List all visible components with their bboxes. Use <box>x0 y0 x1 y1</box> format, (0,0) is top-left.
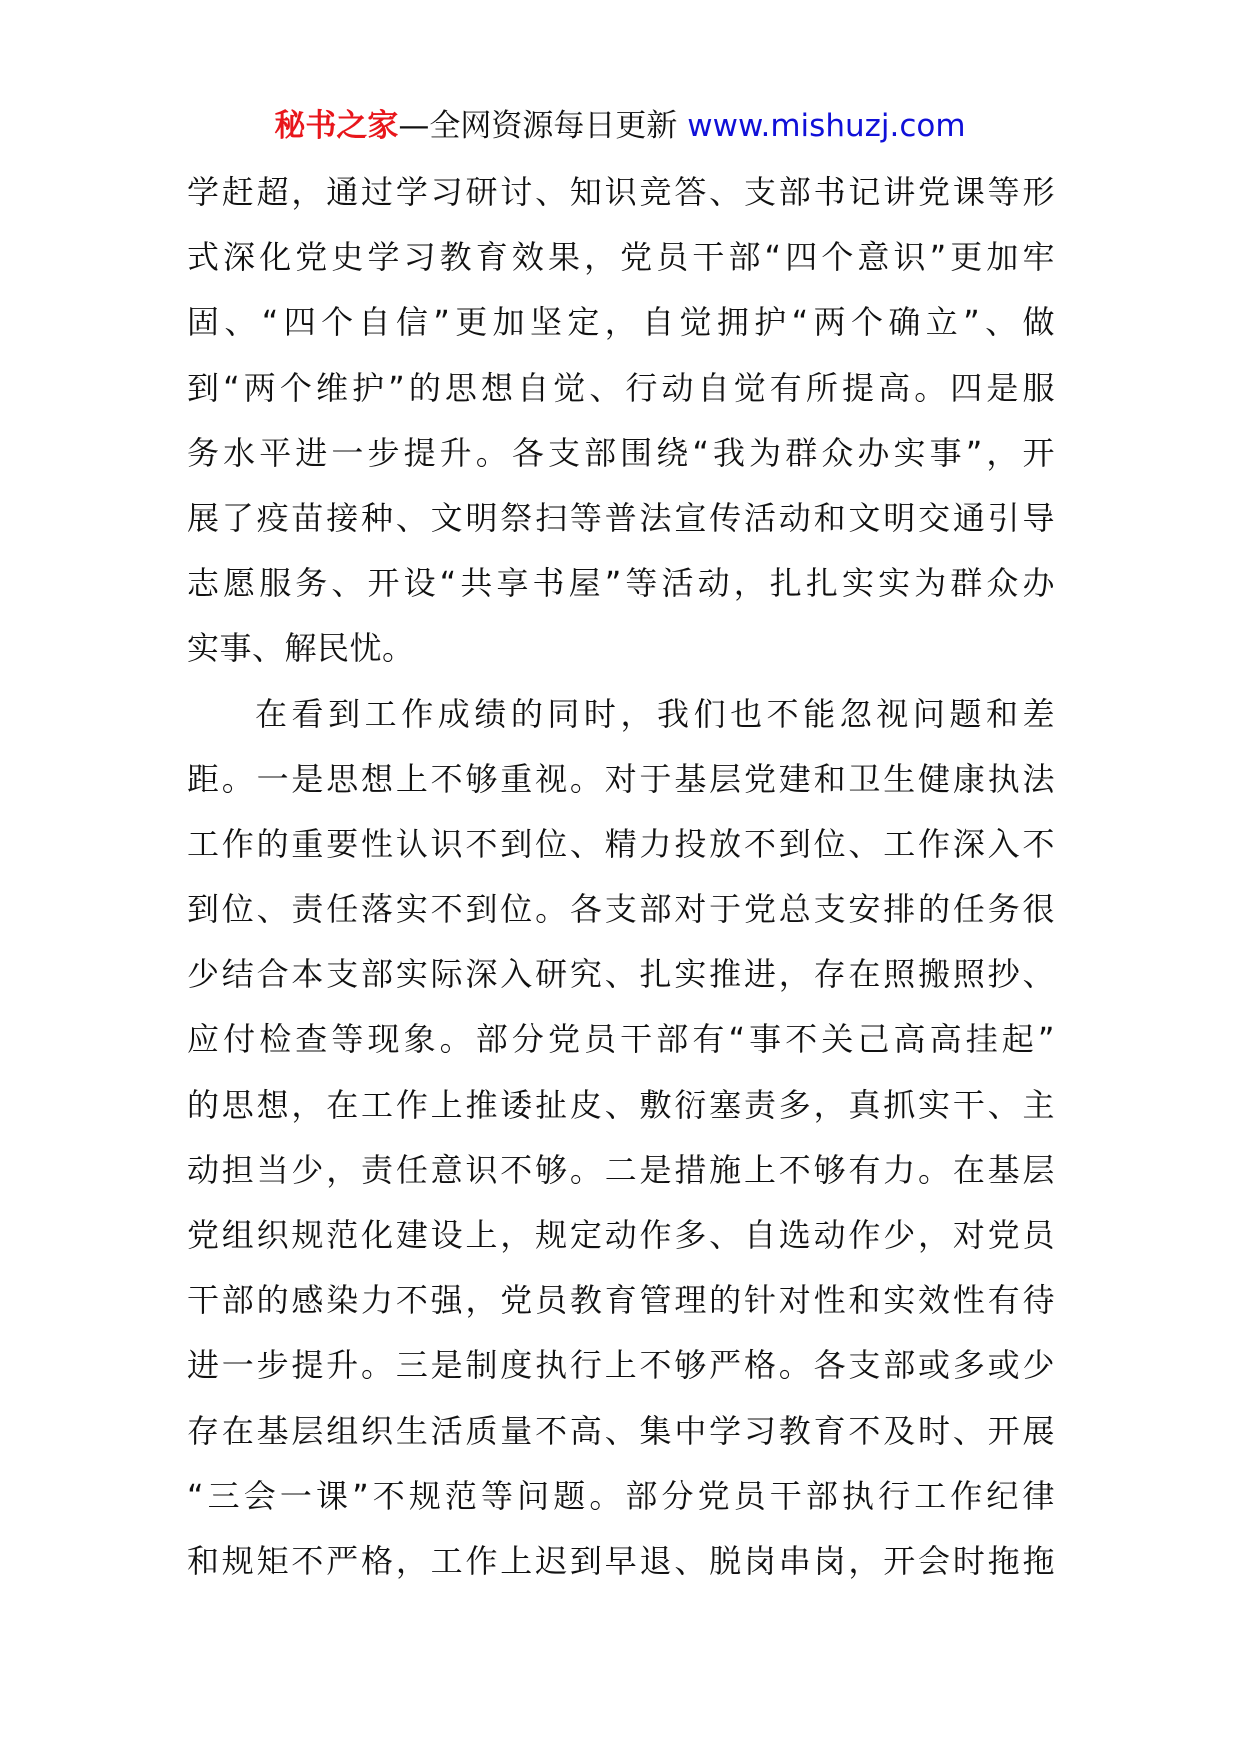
paragraph <box>187 682 1055 1595</box>
brand-name: 秘书之家 <box>274 108 399 144</box>
text-line: “三会一课”不规范等问题。部分党员干部执行工作纪律 <box>187 1476 1055 1515</box>
text-line: 少结合本支部实际深入研究、扎实推进，存在照搬照抄、 <box>187 955 1055 994</box>
text-line: 和规矩不严格，工作上迟到早退、脱岗串岗，开会时拖拖 <box>187 1541 1055 1580</box>
text-line: 到“两个维护”的思想自觉、行动自觉有所提高。四是服 <box>187 368 1055 407</box>
text-line: 存在基层组织生活质量不高、集中学习教育不及时、开展 <box>187 1411 1055 1450</box>
header-tagline: —全网资源每日更新 <box>398 108 688 144</box>
text-line: 学赶超，通过学习研讨、知识竞答、支部书记讲党课等形 <box>187 173 1055 211</box>
text-line: 实事、解民忧。 <box>187 629 415 668</box>
paragraph <box>187 160 1055 682</box>
text-line: 距。一是思想上不够重视。对于基层党建和卫生健康执法 <box>187 759 1055 798</box>
text-line: 应付检查等现象。部分党员干部有“事不关己高高挂起” <box>187 1020 1055 1059</box>
text-line: 的思想，在工作上推诿扯皮、敷衍塞责多，真抓实干、主 <box>187 1085 1055 1124</box>
text-line: 式深化党史学习教育效果，党员干部“四个意识”更加牢 <box>187 238 1055 277</box>
site-url-link[interactable]: www.mishuzj.com <box>687 108 966 144</box>
text-line: 进一步提升。三是制度执行上不够严格。各支部或多或少 <box>187 1346 1055 1385</box>
text-line: 志愿服务、开设“共享书屋”等活动，扎扎实实为群众办 <box>187 564 1055 603</box>
text-line: 固、“四个自信”更加坚定，自觉拥护“两个确立”、做 <box>187 303 1055 342</box>
text-line: 工作的重要性认识不到位、精力投放不到位、工作深入不 <box>187 824 1055 863</box>
text-line: 党组织规范化建设上，规定动作多、自选动作少，对党员 <box>187 1216 1055 1254</box>
text-line: 务水平进一步提升。各支部围绕“我为群众办实事”，开 <box>187 433 1055 472</box>
text-line: 到位、责任落实不到位。各支部对于党总支安排的任务很 <box>187 890 1055 929</box>
text-line: 在看到工作成绩的同时，我们也不能忽视问题和差 <box>255 694 1055 733</box>
document-body <box>187 160 1055 1594</box>
text-line: 展了疫苗接种、文明祭扫等普法宣传活动和文明交通引导 <box>187 498 1055 537</box>
text-line: 动担当少，责任意识不够。二是措施上不够有力。在基层 <box>187 1150 1055 1189</box>
text-line: 干部的感染力不强，党员教育管理的针对性和实效性有待 <box>187 1281 1055 1320</box>
page-header <box>0 104 1240 148</box>
